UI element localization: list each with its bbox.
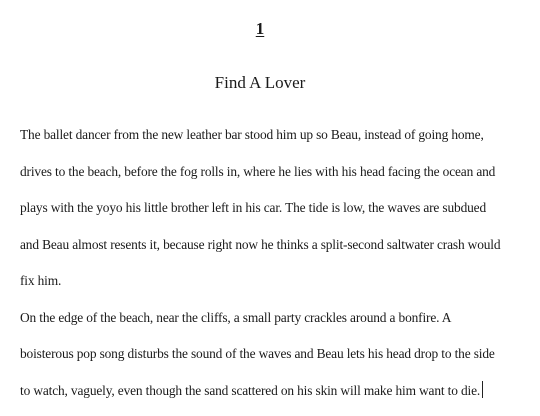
text-line: The ballet dancer from the new leather bar stood him up so Beau, instead of going home, xyxy=(20,127,484,142)
text-line: and Beau almost resents it, because right now he thinks a split-second saltwater crash would xyxy=(20,236,501,252)
text-line: On the edge of the beach, near the cliffs, a small party crackles around a bonfire. A xyxy=(20,309,452,325)
paragraph-1 xyxy=(20,117,520,300)
text-line: drives to the beach, before the fog rolls in, where he lies with his head facing the ocean and xyxy=(20,163,496,179)
chapter-title: Find A Lover xyxy=(214,73,306,92)
text-line: boisterous pop song disturbs the sound of the waves and Beau lets his head drop to the side xyxy=(20,346,495,361)
paragraph-2 xyxy=(20,300,520,410)
chapter-number: 1 xyxy=(255,19,265,38)
text-line: fix him. xyxy=(20,273,62,288)
text-body[interactable] xyxy=(20,117,520,409)
text-line: plays with the yoyo his little brother left in his car. The tide is low, the waves are subdued xyxy=(20,200,487,215)
text-line-last xyxy=(20,373,520,410)
text-line-content: to watch, vaguely, even though the sand scattered on his skin will make him want to die. xyxy=(20,382,481,398)
text-cursor xyxy=(482,381,483,398)
